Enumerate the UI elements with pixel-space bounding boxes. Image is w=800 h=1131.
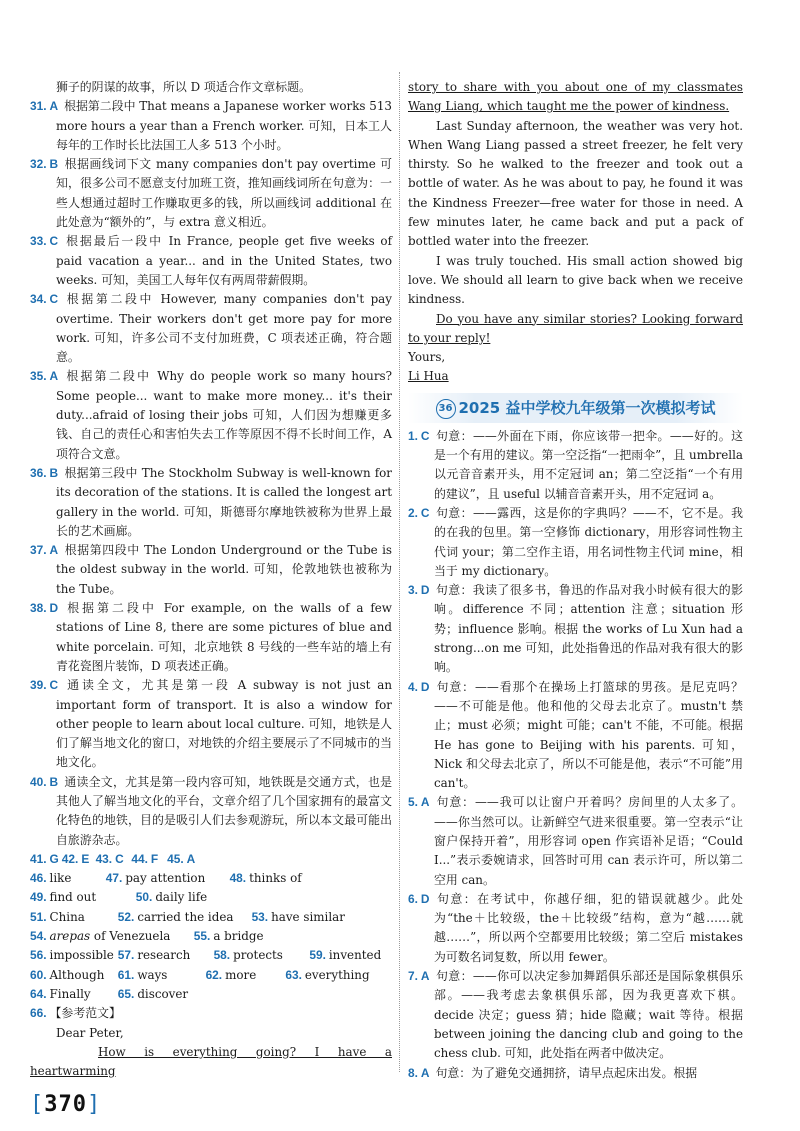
answer-item xyxy=(30,232,392,290)
item-number: 62. xyxy=(205,967,223,982)
item-number: 35. xyxy=(30,369,47,384)
item-explanation: 根据第四段中 The London Underground or the Tube is the oldest subway in the world. 可知，伦敦地铁也被称为 the Tube。 xyxy=(56,543,392,596)
answer-66-heading xyxy=(30,1004,392,1023)
item-explanation: 句意：——外面在下雨，你应该带一把伞。——好的。这是一个有用的建议。第一空泛指“一把雨伞”，且 umbrella 以元音音素开头，用不定冠词 an；第二空泛指“一个有用的建议”，且 useful 以辅音音素开头，用不定冠词 a。 xyxy=(434,428,743,501)
answers-54-55 xyxy=(30,927,392,946)
item-answer: China xyxy=(49,909,85,924)
item-number: 3. xyxy=(408,583,418,598)
item-number: 55. xyxy=(193,929,211,944)
item-explanation: 根据第二段中 Why do people work so many hours? Some people... want to make more money... it's their duty...afraid of losing their jobs 可知，人们因为想赚更多钱、自己的责任心和害怕失去工作等原因不得不长时间工作，A 项符合文意。 xyxy=(56,369,392,461)
item-answer: E xyxy=(81,851,90,866)
item-number: 61. xyxy=(117,967,135,982)
item-number: 40. xyxy=(30,774,47,789)
model-essay-start xyxy=(30,1024,392,1082)
essay-salutation: Dear Peter, xyxy=(56,1025,124,1040)
answers-51-53 xyxy=(30,908,392,927)
answer-item xyxy=(30,97,392,155)
item-answer: research xyxy=(137,948,191,963)
item-answer: A xyxy=(49,369,59,384)
item-answer: find out xyxy=(49,890,97,905)
model-essay-label: 【参考范文】 xyxy=(49,1006,121,1021)
item-number: 6. xyxy=(408,891,418,906)
item-answer: A xyxy=(186,851,196,866)
answer-item xyxy=(30,155,392,232)
item-answer: of Venezuela xyxy=(90,929,171,944)
item-number: 41. xyxy=(30,851,47,866)
essay-signature: Li Hua xyxy=(408,369,449,384)
item-answer: B xyxy=(49,774,59,789)
right-answer-list xyxy=(408,427,743,1083)
item-explanation: 根据第二段中 However, many companies don't pay overtime. Their workers don't get more pay for more work. 可知，许多公司不支付加班费，C 项表述正确，符合题意。 xyxy=(56,292,392,365)
item-answer: impossible xyxy=(49,948,114,963)
item-answer: A xyxy=(420,795,430,810)
item-number: 51. xyxy=(30,909,47,924)
answers-60-63 xyxy=(30,966,392,985)
left-answer-list xyxy=(30,97,392,850)
item-answer: C xyxy=(420,505,430,520)
item-number: 58. xyxy=(213,948,231,963)
essay-paragraph-4: Do you have any similar stories? Looking forward to your reply! xyxy=(408,311,743,345)
item-number: 4. xyxy=(408,679,418,694)
item-number: 2. xyxy=(408,505,418,520)
item-number: 36. xyxy=(30,465,47,480)
item-answer: F xyxy=(150,851,159,866)
item-number: 37. xyxy=(30,543,47,558)
item-number: 31. xyxy=(30,99,47,114)
left-column xyxy=(30,78,392,1081)
answer-item xyxy=(30,676,392,772)
item-answer: C xyxy=(420,428,430,443)
item-number: 50. xyxy=(135,890,153,905)
section-title: 2025 益中学校九年级第一次模拟考试 xyxy=(458,398,716,417)
answers-56-59 xyxy=(30,946,392,965)
item-number: 52. xyxy=(117,909,135,924)
item-answer: C xyxy=(49,292,59,307)
item-explanation: 根据画线词下文 many companies don't pay overtime 可知，很多公司不愿意支付加班工资，推知画线词所在句意为：一些人想通过超时工作赚取更多的钱，所以画线词 additional 在此处意为“额外的”，与 extra 意义相近。 xyxy=(56,157,392,230)
essay-opening: How is everything going? I have a heartwarming xyxy=(30,1044,392,1079)
item-answer: Although xyxy=(49,967,105,982)
answers-46-48 xyxy=(30,869,392,888)
answers-64-65 xyxy=(30,985,392,1004)
item-number: 54. xyxy=(30,929,47,944)
item-number: 56. xyxy=(30,948,47,963)
answer-item xyxy=(408,793,743,889)
item-answer: daily life xyxy=(155,890,208,905)
answer-item xyxy=(30,367,392,463)
continued-text: 狮子的阴谋的故事，所以 D 项适合作文章标题。 xyxy=(56,80,311,94)
item-answer: have similar xyxy=(271,909,345,924)
item-number: 32. xyxy=(30,157,47,172)
item-answer: D xyxy=(420,679,430,694)
right-column xyxy=(408,78,743,1083)
item-number: 59. xyxy=(309,948,326,963)
item-answer: a bridge xyxy=(213,929,264,944)
page-number: [370] xyxy=(30,1092,102,1117)
item-explanation: 句意：——看那个在操场上打篮球的男孩。是尼克吗？——不可能是他。他和他的父母去北京了。mustn't 禁止；must 必须；might 可能；can't 不能，不可能。根据 He has gone to Beijing with his parents. 可知，Nick 和父母去北京了，所以不可能是他，表示“不可能”用 can't。 xyxy=(434,679,743,791)
item-answer: A xyxy=(420,969,430,984)
item-answer: B xyxy=(49,157,59,172)
item-number: 48. xyxy=(229,871,247,886)
item-answer: more xyxy=(225,967,257,982)
item-answer: thinks of xyxy=(249,871,302,886)
item-number: 45. xyxy=(167,851,184,866)
item-explanation: 通读全文，尤其是第一段内容可知，地铁既是交通方式，也是其他人了解当地文化的平台，文章介绍了几个国家拥有的最富文化特色的地铁，目的是吸引人们去参观游玩，所以本文最可能出自旅游杂志。 xyxy=(56,774,392,847)
item-number: 8. xyxy=(408,1065,418,1080)
item-answer: everything xyxy=(304,967,370,982)
item-answer: A xyxy=(420,1065,430,1080)
item-number: 47. xyxy=(105,871,123,886)
item-number: 60. xyxy=(30,967,47,982)
item-explanation: 根据第二段中 For example, on the walls of a few stations of Line 8, there are some pictures of blue and white porcelain. 可知，北京地铁 8 号线的一些车站的墙上有青花瓷图片装饰，D 项表述正确。 xyxy=(56,601,392,673)
item-number: 1. xyxy=(408,428,418,443)
item-number: 65. xyxy=(117,986,135,1001)
column-divider xyxy=(399,72,400,1072)
item-number: 53. xyxy=(251,909,269,924)
item-number: 42. xyxy=(61,851,79,866)
essay-closing: Yours, xyxy=(408,350,446,365)
item-explanation: 句意：——你可以决定参加舞蹈俱乐部还是国际象棋俱乐部。——我考虑去象棋俱乐部，因为我更喜欢下棋。decide 决定；guess 猜；hide 隐藏；wait 等待。根据 between joining the dancing club and going to the chess club. 可知，此处指在两者中做决定。 xyxy=(434,969,743,1061)
item-answer: D xyxy=(49,601,59,616)
item-answer: C xyxy=(115,851,124,866)
item-number: 46. xyxy=(30,871,47,886)
item-answer: ways xyxy=(137,967,168,982)
item-number: 43. xyxy=(95,851,113,866)
item-number: 34. xyxy=(30,292,47,307)
item-answer: B xyxy=(49,465,59,480)
item-explanation: 根据第二段中 That means a Japanese worker works 513 more hours a year than a French worker. 可知，日本工人每年的工作时长比法国工人多 513 个小时。 xyxy=(56,99,392,152)
model-essay-continued xyxy=(408,78,743,387)
essay-paragraph-1-cont: story to share with you about one of my classmates Wang Liang, which taught me the power of kindness. xyxy=(408,80,743,114)
item-answer: like xyxy=(49,871,72,886)
item-number: 33. xyxy=(30,234,47,249)
item-explanation: 根据第三段中 The Stockholm Subway is well-known for its decoration of the stations. It is called the longest art gallery in the world. 可知，斯德哥尔摩地铁被称为世界上最长的艺术画廊。 xyxy=(56,465,392,538)
answer-item xyxy=(30,541,392,599)
item-answer: C xyxy=(49,234,59,249)
answer-item xyxy=(30,599,392,676)
item-answer: discover xyxy=(137,986,189,1001)
item-answer: A xyxy=(49,543,59,558)
item-answer: D xyxy=(420,583,430,598)
answer-item xyxy=(408,581,743,677)
item-number: 63. xyxy=(285,967,302,982)
item-explanation: 句意：我读了很多书，鲁迅的作品对我小时候有很大的影响。difference 不同；attention 注意；situation 形势；influence 影响。根据 the works of Lu Xun had a strong...on me 可知，此处指鲁迅的作品对我有很大的影响。 xyxy=(434,583,743,675)
item-number: 5. xyxy=(408,795,418,810)
item-number: 66. xyxy=(30,1006,47,1021)
answer-item xyxy=(408,967,743,1063)
item-answer: A xyxy=(49,99,59,114)
answers-41-45 xyxy=(30,850,392,869)
item-explanation: 句意：——我可以让窗户开着吗？房间里的人太多了。——你当然可以。让新鲜空气进来很重要。第一空表示“让窗户保持开着”，用形容词 open 作宾语补足语；“Could I...”表示委婉请求，回答时可用 can 表示许可，所以第二空用 can。 xyxy=(434,795,743,887)
answer-item xyxy=(408,504,743,581)
item-explanation: 根据最后一段中 In France, people get five weeks of paid vacation a year... and in the United States, two weeks. 可知，美国工人每年仅有两周带薪假期。 xyxy=(56,234,392,287)
answer-item xyxy=(408,678,743,794)
item-number: 44. xyxy=(131,851,148,866)
item-answer: carried the idea xyxy=(137,909,234,924)
answer-item xyxy=(30,290,392,367)
item-answer: C xyxy=(49,678,59,693)
item-answer: invented xyxy=(328,948,382,963)
answer-item xyxy=(408,1064,743,1083)
item-answer: G xyxy=(49,851,59,866)
item-answer: protects xyxy=(233,948,283,963)
answer-item xyxy=(408,890,743,967)
essay-paragraph-2: Last Sunday afternoon, the weather was very hot. When Wang Liang passed a street freezer, he felt very thirsty. So he walked to the freezer and took out a bottle of water. As he was about to pay, he found it was the Kindness Freezer—free water for those in need. A few minutes later, he came back and put a pack of bottled water into the freezer. xyxy=(408,118,743,249)
item-answer: D xyxy=(420,891,430,906)
item-explanation: 句意：——露西，这是你的字典吗？——不，它不是。我的在我的包里。第一空修饰 dictionary，用形容词性物主代词 your；第二空作主语，用名词性物主代词 mine，相当于 my dictionary。 xyxy=(434,505,743,578)
answer-item xyxy=(30,464,392,541)
item-answer: pay attention xyxy=(125,871,206,886)
answers-49-50 xyxy=(30,888,392,907)
item-number: 49. xyxy=(30,890,47,905)
item-explanation: 句意：在考试中，你越仔细，犯的错误就越少。此处为“the＋比较级，the＋比较级”结构，意为“越……就越……”，所以两个空都要用比较级；第二空后 mistakes 为可数名词复数，所以用 fewer。 xyxy=(434,891,743,964)
item-number: 64. xyxy=(30,986,47,1001)
item-number: 38. xyxy=(30,601,47,616)
item-answer: Finally xyxy=(49,986,91,1001)
item-explanation: 通读全文，尤其是第一段 A subway is not just an important form of transport. It is also a window for other people to learn about local culture. 可知，地铁是人们了解当地文化的窗口，对地铁的介绍主要展示了不同城市的当地文化。 xyxy=(56,678,392,770)
item-explanation: 句意：为了避免交通拥挤，请早点起床出发。根据 xyxy=(435,1065,698,1080)
item-answer-italic: arepas xyxy=(49,929,91,944)
page-number-value: 370 xyxy=(44,1092,87,1117)
answer-item xyxy=(30,773,392,850)
section-number-badge: 36 xyxy=(436,399,456,419)
item-number: 7. xyxy=(408,969,418,984)
item-number: 39. xyxy=(30,678,47,693)
answer-item xyxy=(408,427,743,504)
essay-paragraph-3: I was truly touched. His small action showed big love. We should all learn to give back when we receive kindness. xyxy=(408,253,743,307)
section-heading xyxy=(408,393,743,423)
item-number: 57. xyxy=(117,948,135,963)
